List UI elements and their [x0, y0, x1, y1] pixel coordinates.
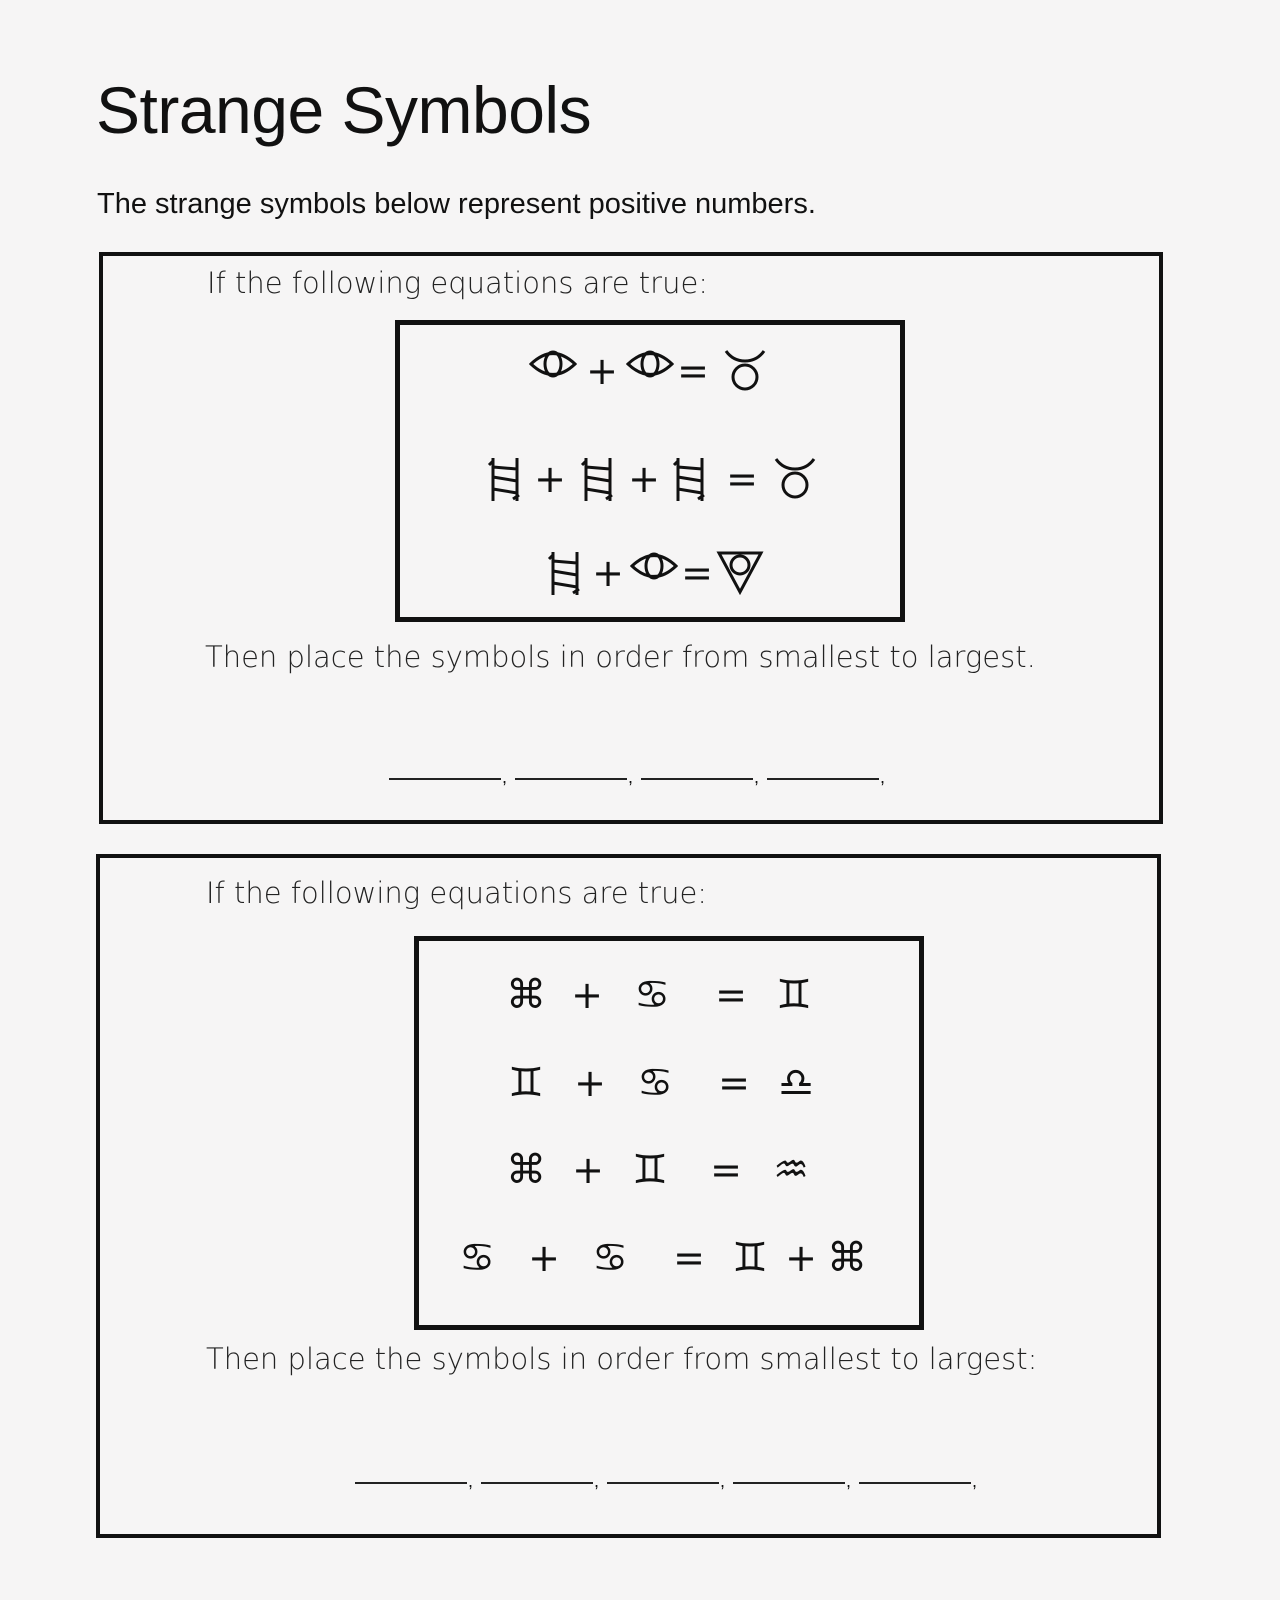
- plus-sign: +: [572, 1148, 604, 1192]
- equation-row: [419, 1228, 919, 1288]
- puzzle-1-instruction: Then place the symbols in order from smallest to largest.: [205, 640, 1036, 674]
- plus-sign: +: [592, 551, 624, 595]
- equation-row: [419, 1053, 919, 1113]
- equals-sign: =: [673, 1236, 705, 1280]
- equals-sign: =: [718, 1061, 750, 1105]
- answer-blank[interactable]: [389, 760, 501, 780]
- answer-blank[interactable]: [733, 1464, 845, 1484]
- plus-sign: +: [628, 457, 660, 501]
- plus-sign: +: [534, 457, 566, 501]
- equation-row: [400, 543, 900, 603]
- eye-icon: [523, 341, 583, 381]
- intro-text: The strange symbols below represent positive numbers.: [97, 188, 816, 220]
- puzzle-1-equations: [395, 320, 905, 622]
- plus-sign: +: [586, 349, 618, 393]
- cancer-symbol: ♋: [634, 972, 670, 1018]
- eye-icon: [624, 543, 684, 583]
- taurus-icon: [765, 449, 825, 501]
- gemini-symbol: ♊: [732, 1235, 768, 1281]
- answer-blank[interactable]: [607, 1464, 719, 1484]
- equation-row: [400, 449, 900, 509]
- equals-sign: =: [710, 1148, 742, 1192]
- puzzle-2-prompt: If the following equations are true:: [206, 876, 708, 910]
- answer-blank[interactable]: [859, 1464, 971, 1484]
- equals-sign: =: [677, 349, 709, 393]
- plus-sign: +: [785, 1236, 817, 1280]
- ladder-icon: [568, 449, 628, 503]
- puzzle-2-answer-blanks: [355, 1464, 971, 1484]
- equals-sign: =: [726, 457, 758, 501]
- eye-icon: [620, 341, 680, 381]
- command-symbol: ⌘: [506, 1147, 546, 1193]
- ladder-icon: [535, 543, 595, 597]
- gemini-symbol: ♊: [776, 972, 812, 1018]
- page-title: Strange Symbols: [96, 73, 592, 147]
- equation-row: [419, 1140, 919, 1200]
- libra-symbol: ♎: [778, 1060, 814, 1106]
- equation-row: [400, 341, 900, 401]
- plus-sign: +: [574, 1061, 606, 1105]
- triangle-icon: [710, 543, 770, 595]
- puzzle-2-equations: [414, 936, 924, 1330]
- command-symbol: ⌘: [827, 1235, 867, 1281]
- puzzle-2-instruction: Then place the symbols in order from smallest to largest:: [206, 1342, 1038, 1376]
- puzzle-2-panel: [96, 854, 1161, 1538]
- plus-sign: +: [528, 1236, 560, 1280]
- answer-blank[interactable]: [515, 760, 627, 780]
- gemini-symbol: ♊: [508, 1060, 544, 1106]
- taurus-icon: [715, 341, 775, 393]
- equation-row: [419, 965, 919, 1025]
- plus-sign: +: [571, 973, 603, 1017]
- aquarius-symbol: ♒: [773, 1147, 809, 1193]
- equals-sign: =: [715, 973, 747, 1017]
- ladder-icon: [475, 449, 535, 503]
- gemini-symbol: ♊: [632, 1147, 668, 1193]
- answer-blank[interactable]: [355, 1464, 467, 1484]
- cancer-symbol: ♋: [637, 1060, 673, 1106]
- ladder-icon: [660, 449, 720, 503]
- equals-sign: =: [681, 551, 713, 595]
- puzzle-1-answer-blanks: [389, 760, 879, 780]
- answer-blank[interactable]: [481, 1464, 593, 1484]
- cancer-symbol: ♋: [592, 1235, 628, 1281]
- cancer-symbol: ♋: [459, 1235, 495, 1281]
- answer-blank[interactable]: [767, 760, 879, 780]
- answer-blank[interactable]: [641, 760, 753, 780]
- command-symbol: ⌘: [506, 972, 546, 1018]
- puzzle-1-prompt: If the following equations are true:: [207, 266, 709, 300]
- puzzle-1-panel: [99, 252, 1163, 824]
